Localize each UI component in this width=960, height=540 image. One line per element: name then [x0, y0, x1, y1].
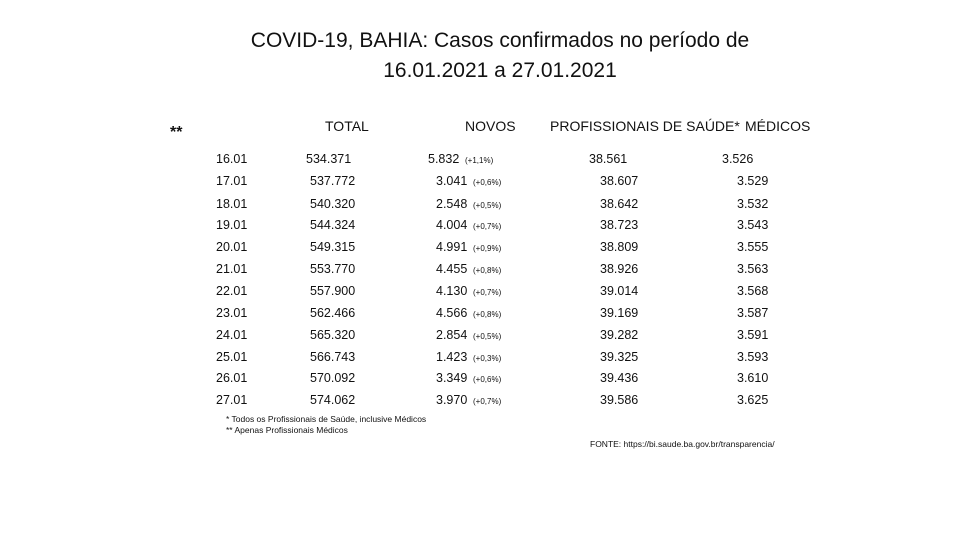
cell-medicos: 3.526 [722, 152, 754, 166]
table-row [0, 240, 960, 260]
cell-total: 549.315 [310, 240, 356, 254]
cell-date: 17.01 [216, 174, 248, 188]
cell-date: 23.01 [216, 306, 248, 320]
cell-total: 566.743 [310, 350, 356, 364]
cell-profissionais: 39.169 [600, 306, 639, 320]
cell-novos: 3.041 [436, 174, 468, 188]
cell-novos-percent: (+0,6%) [473, 375, 502, 384]
cell-medicos: 3.563 [737, 262, 769, 276]
cell-novos-percent: (+1,1%) [465, 156, 494, 165]
table-row [0, 174, 960, 194]
title-line-2: 16.01.2021 a 27.01.2021 [383, 59, 617, 82]
cell-novos: 3.349 [436, 371, 468, 385]
cell-novos-percent: (+0,7%) [473, 222, 502, 231]
cell-total: 544.324 [310, 218, 356, 232]
cell-total: 557.900 [310, 284, 356, 298]
cell-novos: 4.455 [436, 262, 468, 276]
cell-novos: 5.832 [428, 152, 460, 166]
footnote-2: ** Apenas Profissionais Médicos [226, 425, 348, 435]
cell-novos-percent: (+0,3%) [473, 354, 502, 363]
cell-profissionais: 38.642 [600, 197, 639, 211]
cell-medicos: 3.555 [737, 240, 769, 254]
cell-total: 570.092 [310, 371, 356, 385]
cell-novos: 3.970 [436, 393, 468, 407]
cell-profissionais: 38.607 [600, 174, 639, 188]
cell-profissionais: 39.436 [600, 371, 639, 385]
cell-total: 534.371 [306, 152, 352, 166]
cell-novos: 4.991 [436, 240, 468, 254]
cell-novos-percent: (+0,8%) [473, 310, 502, 319]
cell-medicos: 3.532 [737, 197, 769, 211]
cell-date: 20.01 [216, 240, 248, 254]
cell-profissionais: 39.014 [600, 284, 639, 298]
cell-date: 19.01 [216, 218, 248, 232]
header-novos: NOVOS [465, 118, 516, 134]
cell-medicos: 3.529 [737, 174, 769, 188]
cell-novos: 2.854 [436, 328, 468, 342]
cell-medicos: 3.610 [737, 371, 769, 385]
cell-medicos: 3.593 [737, 350, 769, 364]
cell-date: 21.01 [216, 262, 248, 276]
cell-medicos: 3.587 [737, 306, 769, 320]
cell-novos-percent: (+0,6%) [473, 178, 502, 187]
cell-total: 565.320 [310, 328, 356, 342]
table-row [0, 284, 960, 304]
asterisk-marker: ** [170, 124, 183, 141]
table-row [0, 371, 960, 391]
cell-total: 537.772 [310, 174, 356, 188]
title-line-1: COVID-19, BAHIA: Casos confirmados no período de [250, 29, 750, 52]
cell-medicos: 3.543 [737, 218, 769, 232]
cell-date: 26.01 [216, 371, 248, 385]
header-total: TOTAL [325, 118, 369, 134]
source-note: FONTE: https://bi.saude.ba.gov.br/transparencia/ [590, 439, 775, 449]
table-row [0, 197, 960, 217]
page-title [200, 26, 800, 86]
cell-total: 540.320 [310, 197, 356, 211]
cell-novos-percent: (+0,7%) [473, 397, 502, 406]
cell-novos: 4.004 [436, 218, 468, 232]
cell-profissionais: 38.926 [600, 262, 639, 276]
header-medicos: MÉDICOS [745, 118, 811, 134]
cell-novos: 4.130 [436, 284, 468, 298]
cell-novos: 1.423 [436, 350, 468, 364]
cell-novos: 2.548 [436, 197, 468, 211]
header-profissionais: PROFISSIONAIS DE SAÚDE* [550, 118, 740, 134]
cell-medicos: 3.568 [737, 284, 769, 298]
table-row [0, 152, 960, 172]
cell-novos-percent: (+0,5%) [473, 332, 502, 341]
cell-novos: 4.566 [436, 306, 468, 320]
table-row [0, 306, 960, 326]
cell-total: 574.062 [310, 393, 356, 407]
cell-novos-percent: (+0,8%) [473, 266, 502, 275]
table-row [0, 262, 960, 282]
cell-date: 27.01 [216, 393, 248, 407]
cell-date: 18.01 [216, 197, 248, 211]
cell-date: 25.01 [216, 350, 248, 364]
cell-novos-percent: (+0,5%) [473, 201, 502, 210]
cell-total: 562.466 [310, 306, 356, 320]
cell-profissionais: 39.282 [600, 328, 639, 342]
table-row [0, 328, 960, 348]
cell-medicos: 3.591 [737, 328, 769, 342]
cell-novos-percent: (+0,7%) [473, 288, 502, 297]
table-row [0, 350, 960, 370]
footnote-1: * Todos os Profissionais de Saúde, inclusive Médicos [226, 414, 427, 424]
cell-profissionais: 39.586 [600, 393, 639, 407]
cell-profissionais: 38.723 [600, 218, 639, 232]
cell-novos-percent: (+0,9%) [473, 244, 502, 253]
cell-profissionais: 38.809 [600, 240, 639, 254]
cell-medicos: 3.625 [737, 393, 769, 407]
table-row [0, 218, 960, 238]
cell-profissionais: 38.561 [589, 152, 628, 166]
table-row [0, 393, 960, 413]
cell-profissionais: 39.325 [600, 350, 639, 364]
footnotes [226, 414, 426, 436]
cell-date: 22.01 [216, 284, 248, 298]
cell-total: 553.770 [310, 262, 356, 276]
cell-date: 16.01 [216, 152, 248, 166]
cell-date: 24.01 [216, 328, 248, 342]
